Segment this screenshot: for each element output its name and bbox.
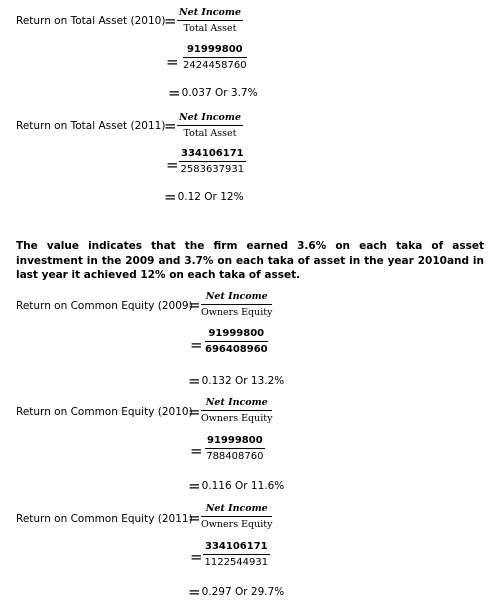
roce-2011-result: =0.297 Or 29.7% [188,583,285,601]
value-denominator: 2583637931 [180,164,245,175]
result-value: 0.116 Or 11.6% [201,480,285,492]
equals-sign: = [164,12,177,30]
equals-sign: = [188,403,201,421]
rota-2011-result: =0.12 Or 12% [164,188,244,206]
rota-2011-formula [177,112,243,139]
formula-numerator: Net Income [201,397,272,411]
roce-2010-formula [201,397,272,424]
roce-2009-label: Return on Common Equity (2009) [16,300,193,312]
formula-numerator: Net Income [177,112,243,126]
rota-2011-label: Return on Total Asset (2011) [16,120,166,132]
formula-numerator: Net Income [177,7,243,21]
value-denominator: 696408960 [205,344,268,355]
value-denominator: 1122544931 [204,557,269,568]
equals-sign: = [190,442,203,460]
rota-2010-label: Return on Total Asset (2010) [16,15,166,27]
value-numerator: 334106171 [179,148,246,162]
formula-denominator: Owners Equity [201,519,273,530]
equals-sign: = [190,336,203,354]
interpretation-paragraph: The value indicates that the firm earned 3.6% on each taka of asset investment in the 2009 and 3.7% on each taka of asset in the year 2010and in last year it achieved 12% on each taka of asset. [16,240,484,281]
rota-2010-values [183,44,247,71]
rota-2010-result: =0.037 Or 3.7% [168,84,258,102]
value-numerator: 334106171 [203,541,270,555]
equals-sign: = [164,117,177,135]
result-value: 0.297 Or 29.7% [201,586,285,598]
equals-sign: = [188,296,201,314]
formula-denominator: Total Asset [183,128,237,139]
value-numerator: 91999800 [205,435,265,449]
result-value: 0.132 Or 13.2% [201,375,285,387]
equals-sign: = [166,156,179,174]
roce-2009-values [205,328,268,355]
value-denominator: 2424458760 [183,60,247,71]
result-value: 0.037 Or 3.7% [181,87,258,99]
roce-2011-values [203,541,270,568]
roce-2009-formula [201,291,272,318]
roce-2010-values [205,435,265,462]
roce-2011-formula [201,503,272,530]
roce-2011-label: Return on Common Equity (2011) [16,513,193,525]
roce-2010-result: =0.116 Or 11.6% [188,477,285,495]
formula-denominator: Owners Equity [201,307,273,318]
rota-2011-values [179,148,246,175]
formula-numerator: Net Income [201,503,272,517]
equals-sign: = [190,548,203,566]
formula-numerator: Net Income [201,291,272,305]
formula-denominator: Total Asset [183,23,237,34]
rota-2010-formula [177,7,243,34]
value-denominator: 788408760 [206,451,264,462]
value-numerator: 91999800 [205,328,268,342]
roce-2010-label: Return on Common Equity (2010) [16,406,193,418]
roce-2009-result: =0.132 Or 13.2% [188,372,285,390]
value-numerator: 91999800 [183,44,247,58]
equals-sign: = [188,509,201,527]
formula-denominator: Owners Equity [201,413,273,424]
result-value: 0.12 Or 12% [177,191,244,203]
equals-sign: = [166,53,179,71]
